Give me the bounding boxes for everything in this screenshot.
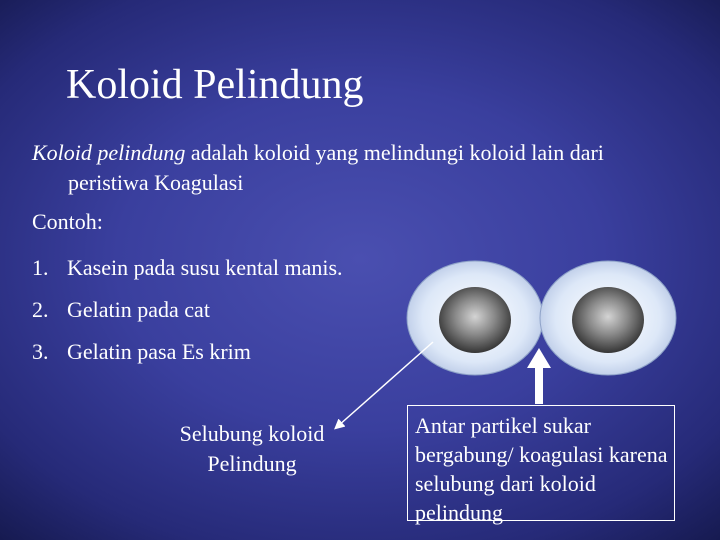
definition-text: adalah koloid yang melindungi koloid lain dari peristiwa Koagulasi xyxy=(68,140,604,195)
example-text: Gelatin pada cat xyxy=(67,297,210,322)
particle-core xyxy=(572,287,644,353)
particle-core xyxy=(439,287,511,353)
example-text: Kasein pada susu kental manis. xyxy=(67,255,343,280)
example-number: 2. xyxy=(32,297,49,322)
example-text: Gelatin pasa Es krim xyxy=(67,339,251,364)
examples-heading: Contoh: xyxy=(32,209,103,234)
colloid-particle-left xyxy=(407,261,543,375)
example-number: 3. xyxy=(32,339,49,364)
definition-term: Koloid pelindung xyxy=(32,140,186,165)
explanation-box: Antar partikel sukar bergabung/ koagulasi karena selubung dari koloid pelindung xyxy=(407,405,675,521)
up-arrow-icon xyxy=(527,348,551,404)
colloid-particle-right xyxy=(540,261,676,375)
shell-caption: Selubung koloid Pelindung xyxy=(179,421,325,476)
example-number: 1. xyxy=(32,255,49,280)
slide-title: Koloid Pelindung xyxy=(66,62,364,108)
